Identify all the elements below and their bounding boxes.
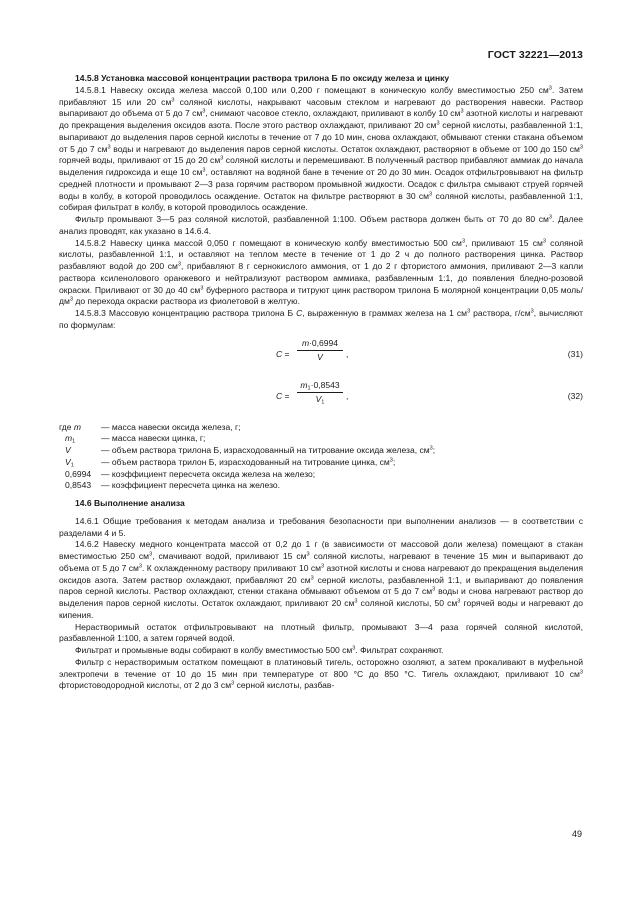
definition-symbol: 0,8543: [65, 480, 92, 491]
formula-lhs: С =: [276, 348, 290, 359]
definition-row: [59, 433, 583, 445]
definition-row: [59, 457, 583, 469]
formula-numerator: m·0,6994: [297, 338, 343, 352]
formula-comma: ,: [346, 390, 349, 401]
page-number: 49: [571, 829, 582, 839]
formula-fraction: [297, 380, 343, 407]
paragraph-14-5-8-2: 14.5.8.2 Навеску цинка массой 0,050 г помещают в коническую колбу вместимостью 500 $см^3$, приливают 15 $см^3$ соляной кислоты, разбавленной 1:1, и оставляют на теплом месте в течение от 1 до 2 ч до полного растворения цинка. Раствор разбавляют водой до 200 $см^3$, прибавляют 8 г сернокислого аммония, от 1 до 2 г фтористого аммония, приливают 2—3 капли раствора ксиленолового оранжевого и нейтрализуют раствором аммиака, разбавленным 1:1, до появления бледно-розовой окраски. Приливают от 30 до 40 $см^3$ буферного раствора и титруют цинк раствором трилона Б молярной концентрации 0,05 моль/$дм^3$ до перехода окраски раствора из фиолетовой в желтую.: [59, 237, 583, 307]
symbol-definitions: [59, 422, 583, 493]
page-content: [59, 73, 583, 692]
paragraph-14-6-1: 14.6.1 Общие требования к методам анализа и требования безопасности при выполнении анализов — в соответствии с разделами 4 и 5.: [59, 515, 583, 538]
formula-comma: ,: [346, 348, 349, 359]
paragraph-14-6-2: 14.6.2 Навеску медного концентрата массой от 0,2 до 1 г (в зависимости от массовой доли железа) помещают в стакан вместимостью 250 $см^3$, смачивают водой, приливают 15 $см^3$ соляной кислоты, нагревают в течение 15 мин и выпаривают до объема от 5 до 7 $см^3$. К охлажденному раствору приливают 10 $см^3$ азотной кислоты и снова нагревают до прекращения выделения оксидов азота. Затем раствор охлаждают, прибавляют 20 $см^3$ серной кислоты, разбавленной 1:1, и выпаривают до появления паров серной кислоты. Раствор охлаждают, стенки стакана обмывают объемом от 5 до 7 $см^3$ воды и снова нагревают раствор до выделения паров серной кислоты. Остаток охлаждают, приливают 20 $см^3$ соляной кислоты, 50 $см^3$ горячей воды и нагревают до кипения.: [59, 539, 583, 620]
definition-text: — коэффициент пересчета цинка на железо.: [101, 480, 281, 491]
formula-fraction: [297, 338, 343, 365]
definition-symbol: 0,6994: [65, 468, 92, 479]
definition-row: [59, 480, 583, 492]
paragraph-14-5-8-3: 14.5.8.3 Массовую концентрацию раствора трилона Б С, выраженную в граммах железа на 1 $см^3$ раствора, $г/см^3$, вычисляют по формулам:: [59, 308, 584, 330]
definition-text: — объем раствора трилона Б, израсходованный на титрование оксида железа, $см^3$;: [101, 445, 436, 455]
formula-denominator: V: [317, 352, 323, 363]
formula-31: [59, 338, 583, 374]
section-heading-14-6: 14.6 Выполнение анализа: [75, 498, 185, 508]
paragraph-crucible: Фильтр с нерастворимым остатком помещают в платиновый тигель, осторожно озоляют, а затем прокаливают в муфельной электропечи в течение от 10 до 15 мин при температуре от 800 °С до 850 °С. Тигель охлаждают, приливают 10 $см^3$ фтористоводородной кислоты, от 2 до 3 $см^3$ серной кислоты, разбав-: [59, 656, 583, 691]
definition-text: — объем раствора трилон Б, израсходованный на титрование цинка, $см^3$;: [101, 456, 396, 467]
definition-text: — масса навески цинка, г;: [101, 433, 206, 444]
formula-denominator: $V_1$: [315, 394, 325, 406]
formula-numerator: $m_1\cdot 0,8543$: [297, 380, 343, 394]
formula-32: [59, 380, 583, 416]
definition-text: — масса навески оксида железа, г;: [101, 421, 241, 432]
section-heading-14-5-8: 14.5.8 Установка массовой концентрации раствора трилона Б по оксиду железа и цинку: [75, 73, 450, 83]
standard-header: ГОСТ 32221—2013: [487, 49, 583, 61]
definition-row: [59, 445, 583, 457]
definition-symbol: где m: [59, 421, 81, 432]
formula-lhs: С =: [276, 390, 290, 401]
paragraph-filter-wash: Фильтр промывают 3—5 раз соляной кислотой, разбавленной 1:100. Объем раствора должен быть от 70 до 80 $см^3$. Далее анализ проводят, как указано в 14.6.4.: [59, 214, 583, 236]
definition-text: — коэффициент пересчета оксида железа на железо;: [101, 468, 316, 479]
paragraph-filtrate: Фильтрат и промывные воды собирают в колбу вместимостью 500 $см^3$. Фильтрат сохраняют.: [75, 645, 444, 655]
definition-row: [59, 469, 583, 481]
formula-number: (31): [567, 348, 583, 359]
paragraph-14-5-8-1: 14.5.8.1 Навеску оксида железа массой 0,100 или 0,200 г помещают в коническую колбу вместимостью 250 $см^3$. Затем прибавляют 15 или 20 $см^3$ соляной кислоты, накрывают часовым стеклом и нагревают до растворения навески. Раствор выпаривают до объема от 5 до 7 $см^3$, снимают часовое стекло, охлаждают, приливают в колбу 10 $см^3$ азотной кислоты и нагревают до прекращения выделения оксидов азота. После этого раствор охлаждают, приливают 20 $см^3$ серной кислоты, разбавленной 1:1, выпаривают до выделения паров серной кислоты в течение от 7 до 10 мин, снова охлаждают, обмывают стенки стакана объемом от 5 до 7 $см^3$ воды и нагревают до выделения паров серной кислоты. Остаток охлаждают, растворяют в объеме от 100 до 150 $см^3$ горячей воды, приливают от 15 до 20 $см^3$ соляной кислоты и перемешивают. В полученный раствор прибавляют аммиак до начала выделения гидроксида и еще 10 $см^3$, оставляют на водяной бане в течение от 20 до 30 мин. Осадок отфильтровывают на фильтр средней плотности и промывают 2—3 раза горячим раствором промывной жидкости. Осадок с фильтра смывают струей горячей воды в колбу, в которой проводилось осаждение. Остаток на фильтре растворяют в 30 $см^3$ соляной кислоты, разбавленной 1:1, собирая фильтрат в колбу, в которой проводилось осаждение.: [59, 84, 583, 213]
definition-symbol: $m_1$: [65, 433, 76, 445]
definition-symbol: V: [65, 445, 71, 455]
formula-number: (32): [567, 390, 583, 401]
paragraph-residue: Нерастворимый остаток отфильтровывают на плотный фильтр, промывают 3—4 раза горячей соляной кислотой, разбавленной 1:100, а затем горячей водой.: [59, 621, 583, 644]
definition-row: [59, 422, 583, 434]
definition-symbol: $V_1$: [65, 456, 74, 469]
